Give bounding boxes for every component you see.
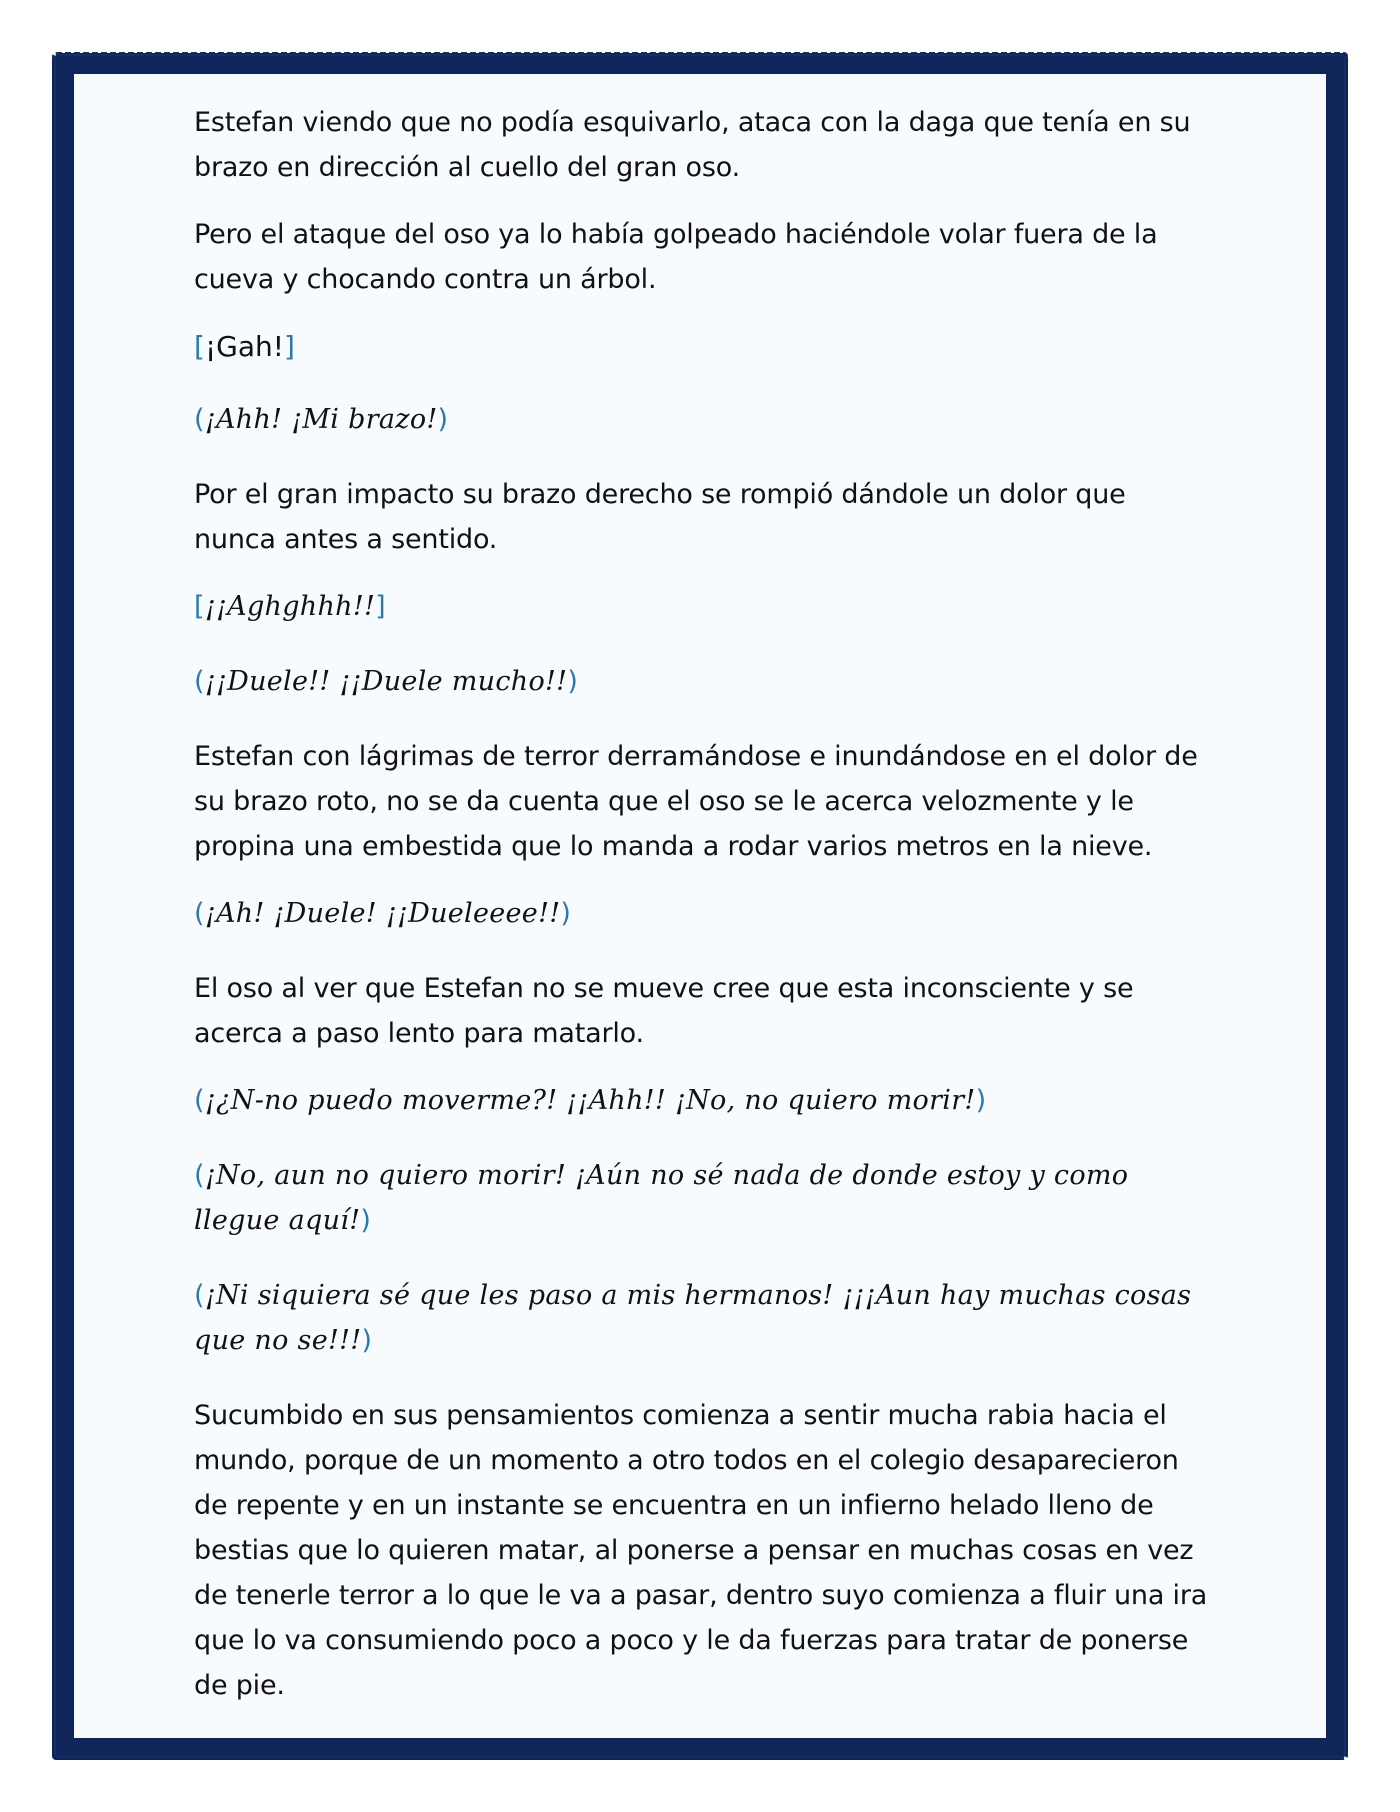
document-content: [194, 100, 1214, 1730]
paragraph: Estefan viendo que no podía esquivarlo, ataca con la daga que tenía en su brazo en dirección al cuello del gran oso.: [194, 107, 1191, 183]
open-paren: (: [194, 898, 205, 929]
speech-line: [194, 324, 1214, 369]
speech-text: ¡Gah!: [204, 330, 284, 363]
thought-text: ¡Ah! ¡Duele! ¡¡Dueleeee!!: [204, 898, 561, 929]
close-bracket: ]: [284, 330, 295, 363]
close-paren: ): [975, 1085, 987, 1116]
close-bracket: ]: [375, 591, 387, 622]
thought-line: [194, 891, 1214, 936]
document-page: [74, 74, 1326, 1738]
open-paren: (: [194, 1085, 205, 1116]
thought-text: ¡¡Duele!! ¡¡Duele mucho!!: [204, 666, 568, 697]
paragraph: Sucumbido en sus pensamientos comienza a sentir mucha rabia hacia el mundo, porque de un momento a otro todos en el colegio desaparecieron de repente y en un instante se encuentra en un infierno helado lleno de bestias que lo quieren matar, al ponerse a pensar en muchas cosas en vez de tenerle terror a lo que le va a pasar, dentro suyo comienza a fluir una ira que lo va consumiendo poco a poco y le da fuerzas para tratar de ponerse de pie.: [194, 1400, 1208, 1701]
close-paren: ): [567, 666, 579, 697]
open-paren: (: [194, 666, 205, 697]
thought-text: ¡Ni siquiera sé que les paso a mis hermanos! ¡¡¡Aun hay muchas cosas que no se!!!: [194, 1280, 1192, 1356]
thought-line: [194, 1078, 1214, 1123]
paragraph: Por el gran impacto su brazo derecho se rompió dándole un dolor que nunca antes a sentido.: [194, 479, 1126, 555]
close-paren: ): [437, 404, 449, 435]
thought-text: ¡Ahh! ¡Mi brazo!: [204, 404, 438, 435]
paragraph: El oso al ver que Estefan no se mueve cree que esta inconsciente y se acerca a paso lento para matarlo.: [194, 973, 1134, 1049]
thought-line: [194, 1273, 1214, 1363]
open-bracket: [: [194, 330, 205, 363]
thought-line: [194, 1153, 1214, 1243]
scream-line: [194, 584, 1214, 629]
open-bracket: [: [194, 591, 205, 622]
paragraph: Pero el ataque del oso ya lo había golpeado haciéndole volar fuera de la cueva y chocando contra un árbol.: [194, 219, 1158, 295]
open-paren: (: [194, 1160, 205, 1191]
thought-line: [194, 659, 1214, 704]
thought-text: ¡¿N-no puedo moverme?! ¡¡Ahh!! ¡No, no quiero morir!: [204, 1085, 976, 1116]
close-paren: ): [560, 898, 572, 929]
paragraph: Estefan con lágrimas de terror derramándose e inundándose en el dolor de su brazo roto, no se da cuenta que el oso se le acerca velozmente y le propina una embestida que lo manda a rodar varios metros en la nieve.: [194, 741, 1198, 862]
scream-text: ¡¡Aghghhh!!: [204, 591, 376, 622]
close-paren: ): [361, 1325, 373, 1356]
close-paren: ): [360, 1205, 372, 1236]
thought-text: ¡No, aun no quiero morir! ¡Aún no sé nada de donde estoy y como llegue aquí!: [194, 1160, 1129, 1236]
thought-line: [194, 397, 1214, 442]
open-paren: (: [194, 404, 205, 435]
open-paren: (: [194, 1280, 205, 1311]
